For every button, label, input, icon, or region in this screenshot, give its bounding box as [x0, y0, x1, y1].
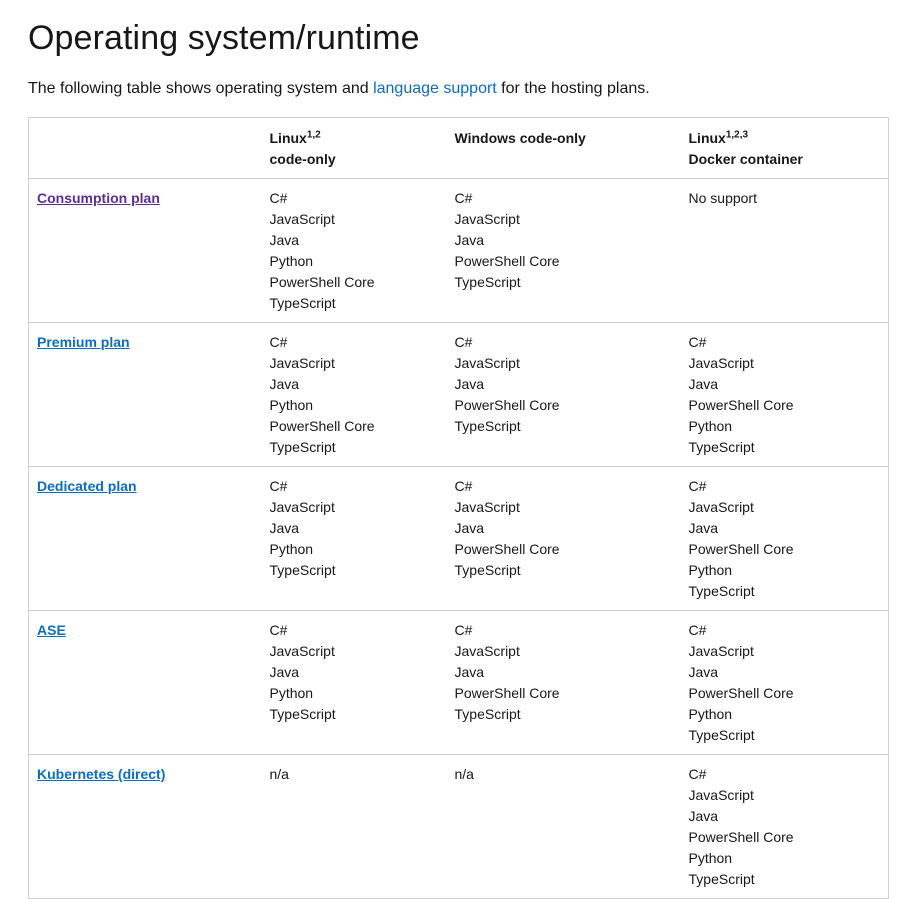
- language-item: No support: [688, 190, 757, 206]
- language-item: JavaScript: [269, 211, 335, 227]
- language-item: C#: [269, 622, 288, 638]
- windows-languages-cell: [447, 179, 681, 323]
- language-item: n/a: [454, 766, 474, 782]
- language-item: JavaScript: [454, 643, 520, 659]
- language-item: Python: [269, 397, 314, 413]
- plan-link[interactable]: Dedicated plan: [37, 478, 137, 494]
- language-item: C#: [688, 334, 707, 350]
- header-linux-docker-label: Linux: [688, 130, 726, 146]
- table-header-row: [29, 118, 889, 179]
- windows-languages-cell: [447, 323, 681, 467]
- language-item: PowerShell Core: [688, 829, 794, 845]
- plan-link[interactable]: Premium plan: [37, 334, 130, 350]
- plan-cell: [29, 755, 262, 899]
- language-item: Java: [269, 664, 300, 680]
- language-item: C#: [269, 478, 288, 494]
- language-item: JavaScript: [688, 499, 754, 515]
- language-item: Java: [454, 376, 485, 392]
- language-item: TypeScript: [454, 706, 521, 722]
- language-item: TypeScript: [454, 562, 521, 578]
- header-linux-code-only-label: Linux: [269, 130, 307, 146]
- language-item: JavaScript: [454, 499, 520, 515]
- language-item: JavaScript: [688, 355, 754, 371]
- header-plan: [29, 118, 262, 179]
- language-item: Java: [688, 520, 719, 536]
- language-item: JavaScript: [454, 355, 520, 371]
- language-item: TypeScript: [688, 583, 755, 599]
- table-row: [29, 467, 889, 611]
- language-item: C#: [269, 334, 288, 350]
- language-item: C#: [454, 478, 473, 494]
- language-item: TypeScript: [454, 274, 521, 290]
- language-item: Java: [269, 520, 300, 536]
- windows-languages-cell: [447, 755, 681, 899]
- language-item: PowerShell Core: [454, 541, 560, 557]
- language-item: n/a: [269, 766, 289, 782]
- hosting-plans-table: [28, 117, 889, 899]
- language-item: JavaScript: [688, 643, 754, 659]
- language-item: Java: [269, 232, 300, 248]
- language-item: C#: [688, 766, 707, 782]
- header-linux-code-only: [262, 118, 447, 179]
- windows-languages-cell: [447, 611, 681, 755]
- language-item: JavaScript: [269, 643, 335, 659]
- intro-text-after: for the hosting plans.: [496, 80, 650, 97]
- language-item: Python: [269, 685, 314, 701]
- language-item: PowerShell Core: [454, 253, 560, 269]
- plan-link[interactable]: Consumption plan: [37, 190, 160, 206]
- language-item: Python: [688, 562, 733, 578]
- language-item: PowerShell Core: [688, 397, 794, 413]
- language-item: Java: [688, 664, 719, 680]
- table-body: [29, 179, 889, 899]
- language-item: Python: [688, 418, 733, 434]
- linux-languages-cell: [262, 611, 447, 755]
- language-item: Python: [269, 253, 314, 269]
- plan-cell: [29, 611, 262, 755]
- language-item: C#: [454, 334, 473, 350]
- language-item: TypeScript: [269, 562, 336, 578]
- language-item: TypeScript: [269, 706, 336, 722]
- language-support-link[interactable]: language support: [373, 80, 497, 97]
- plan-link[interactable]: ASE: [37, 622, 66, 638]
- docker-languages-cell: [681, 323, 889, 467]
- plan-cell: [29, 323, 262, 467]
- language-item: C#: [688, 622, 707, 638]
- language-item: JavaScript: [688, 787, 754, 803]
- page-title: Operating system/runtime: [28, 19, 420, 57]
- header-linux-docker-line2: Docker container: [688, 151, 803, 167]
- docker-languages-cell: [681, 467, 889, 611]
- plan-cell: [29, 467, 262, 611]
- language-item: PowerShell Core: [269, 418, 375, 434]
- table-row: [29, 755, 889, 899]
- language-item: Python: [688, 706, 733, 722]
- linux-languages-cell: [262, 755, 447, 899]
- language-item: C#: [454, 622, 473, 638]
- language-item: PowerShell Core: [454, 685, 560, 701]
- language-item: C#: [688, 478, 707, 494]
- language-item: Python: [269, 541, 314, 557]
- article-content: [28, 16, 888, 899]
- language-item: Java: [269, 376, 300, 392]
- language-item: C#: [454, 190, 473, 206]
- language-item: Java: [454, 520, 485, 536]
- language-item: PowerShell Core: [269, 274, 375, 290]
- language-item: JavaScript: [269, 499, 335, 515]
- header-windows-code-only: Windows code-only: [447, 118, 681, 179]
- language-item: TypeScript: [688, 871, 755, 887]
- language-item: TypeScript: [269, 439, 336, 455]
- language-item: TypeScript: [688, 727, 755, 743]
- windows-languages-cell: [447, 467, 681, 611]
- intro-text-before: The following table shows operating system and: [28, 80, 374, 97]
- language-item: PowerShell Core: [688, 541, 794, 557]
- language-item: PowerShell Core: [454, 397, 560, 413]
- header-linux-code-only-line2: code-only: [269, 151, 336, 167]
- plan-cell: [29, 179, 262, 323]
- docker-languages-cell: [681, 179, 889, 323]
- linux-languages-cell: [262, 323, 447, 467]
- docker-languages-cell: [681, 755, 889, 899]
- language-item: Java: [688, 808, 719, 824]
- language-item: TypeScript: [269, 295, 336, 311]
- linux-languages-cell: [262, 179, 447, 323]
- intro-paragraph: [28, 77, 888, 101]
- header-linux-docker-footnote: 1,2,3: [725, 129, 749, 141]
- header-linux-docker: [681, 118, 889, 179]
- linux-languages-cell: [262, 467, 447, 611]
- language-item: Java: [454, 232, 485, 248]
- language-item: TypeScript: [454, 418, 521, 434]
- language-item: JavaScript: [454, 211, 520, 227]
- language-item: Python: [688, 850, 733, 866]
- language-item: Java: [688, 376, 719, 392]
- table-row: [29, 611, 889, 755]
- header-linux-code-only-footnote: 1,2: [306, 129, 321, 141]
- language-item: JavaScript: [269, 355, 335, 371]
- docker-languages-cell: [681, 611, 889, 755]
- plan-link[interactable]: Kubernetes (direct): [37, 766, 166, 782]
- language-item: C#: [269, 190, 288, 206]
- table-row: [29, 179, 889, 323]
- language-item: PowerShell Core: [688, 685, 794, 701]
- language-item: TypeScript: [688, 439, 755, 455]
- table-row: [29, 323, 889, 467]
- language-item: Java: [454, 664, 485, 680]
